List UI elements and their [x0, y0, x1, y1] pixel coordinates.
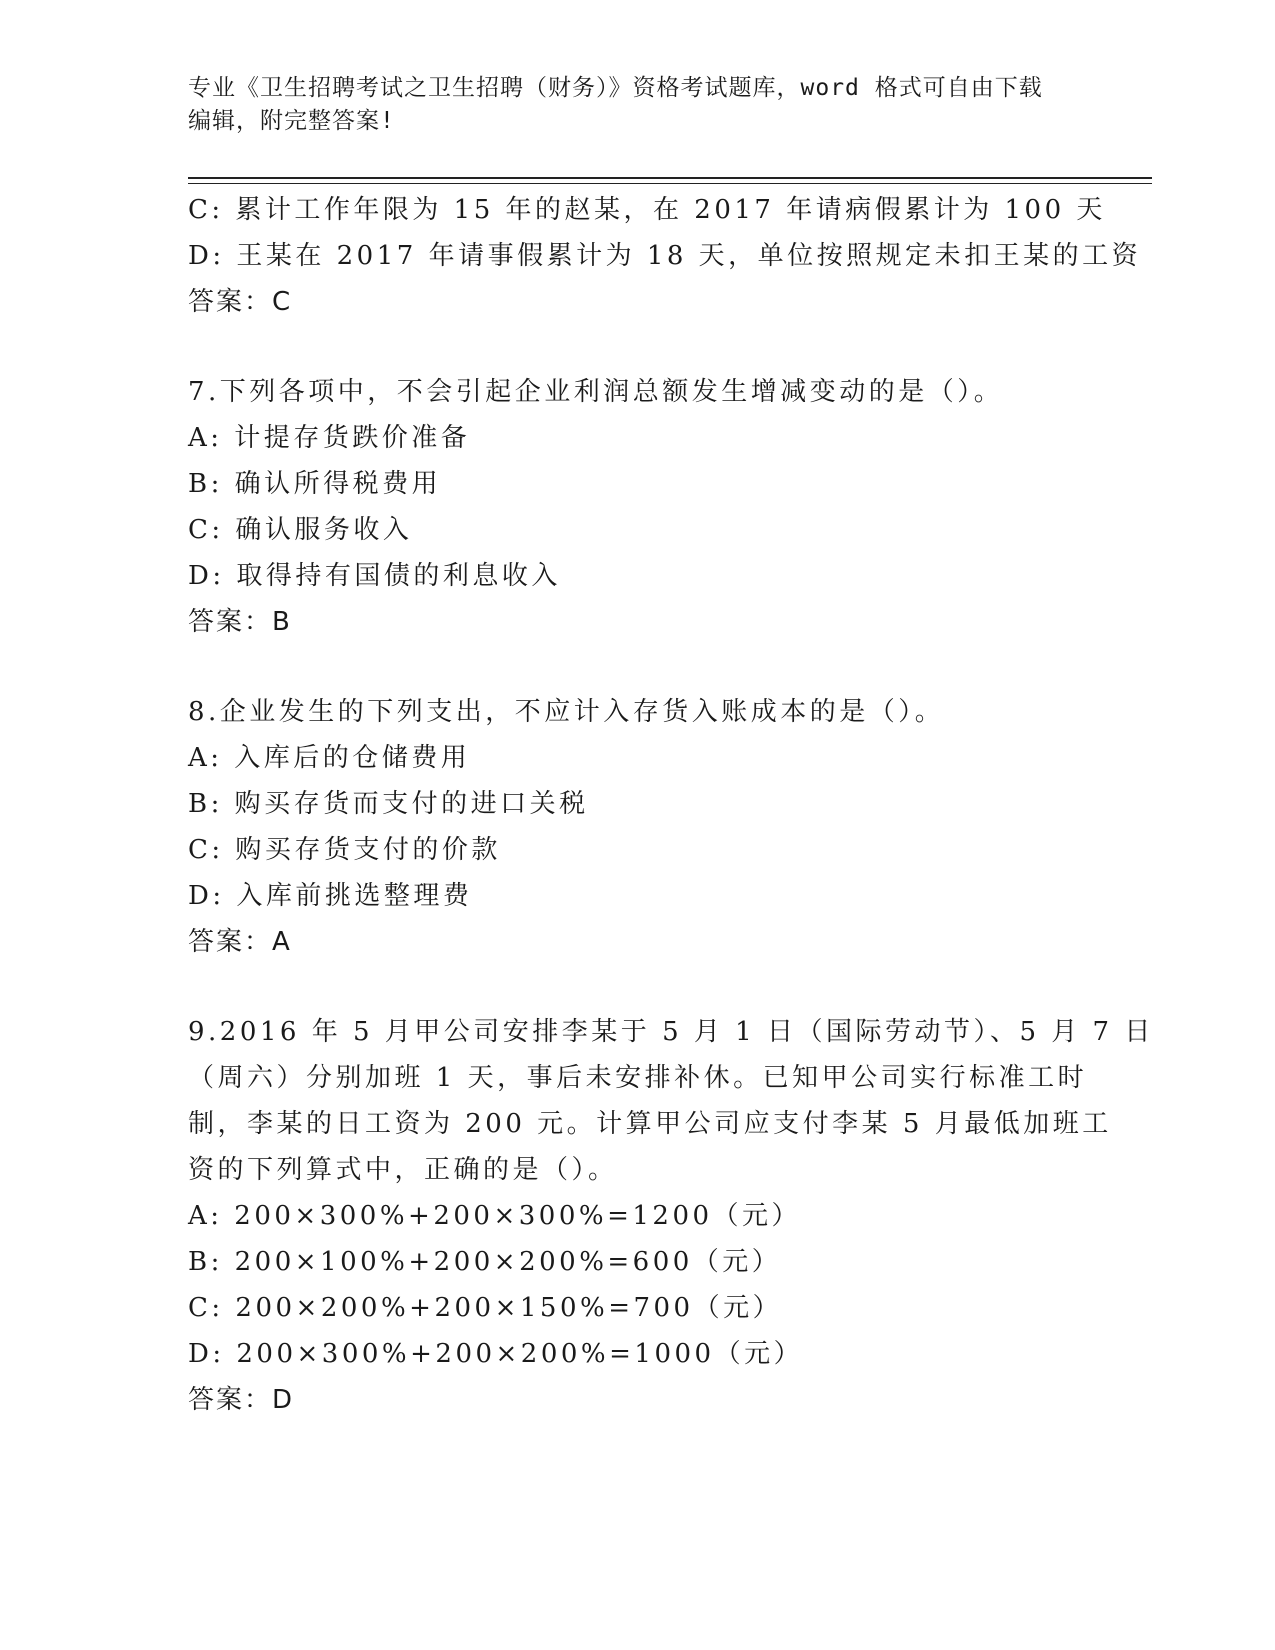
option-c: C: 购买存货支付的价款: [188, 835, 501, 865]
option-b: B: 确认所得税费用: [188, 469, 442, 499]
option-b: B: 购买存货而支付的进口关税: [188, 789, 589, 819]
header-rule-thin: [188, 183, 1152, 184]
question-stem-line-2: （周六）分别加班 1 天，事后未安排补休。已知甲公司实行标准工时: [188, 1063, 1088, 1093]
continued-question: [188, 187, 1142, 325]
spacer: [188, 645, 1068, 689]
question-stem-line-3: 制，李某的日工资为 200 元。计算甲公司应支付李某 5 月最低加班工: [188, 1109, 1112, 1139]
option-c: C: 累计工作年限为 15 年的赵某，在 2017 年请病假累计为 100 天: [188, 195, 1106, 225]
question-9: [188, 1009, 1154, 1423]
answer-line: 答案：C: [188, 287, 293, 317]
option-a: A: 计提存货跌价准备: [188, 423, 471, 453]
question-content: [188, 187, 1154, 1423]
option-d: D: 入库前挑选整理费: [188, 881, 473, 911]
option-c: C: 200×200%+200×150%=700（元）: [188, 1293, 783, 1323]
option-a: A: 入库后的仓储费用: [188, 743, 471, 773]
document-header: [188, 72, 1088, 138]
header-line-1: 专业《卫生招聘考试之卫生招聘（财务）》资格考试题库，word 格式可自由下载: [188, 75, 1043, 101]
question-stem: 7.下列各项中，不会引起企业利润总额发生增减变动的是（）。: [188, 377, 1004, 407]
question-8: [188, 689, 1068, 965]
question-stem: 8.企业发生的下列支出，不应计入存货入账成本的是（）。: [188, 697, 945, 727]
question-stem-line-4: 资的下列算式中，正确的是（）。: [188, 1155, 618, 1185]
option-a: A: 200×300%+200×300%=1200（元）: [188, 1201, 802, 1231]
option-c: C: 确认服务收入: [188, 515, 413, 545]
option-b: B: 200×100%+200×200%=600（元）: [188, 1247, 782, 1277]
spacer: [188, 325, 1068, 369]
option-d: D: 200×300%+200×200%=1000（元）: [188, 1339, 804, 1369]
option-d: D: 王某在 2017 年请事假累计为 18 天，单位按照规定未扣王某的工资: [188, 241, 1142, 271]
header-rule-thick: [188, 177, 1152, 179]
question-stem-line-1: 9.2016 年 5 月甲公司安排李某于 5 月 1 日（国际劳动节）、5 月 7 日: [188, 1017, 1154, 1047]
answer-line: 答案：A: [188, 927, 292, 957]
answer-line: 答案：B: [188, 607, 292, 637]
answer-line: 答案：D: [188, 1385, 295, 1415]
option-d: D: 取得持有国债的利息收入: [188, 561, 561, 591]
spacer: [188, 965, 1068, 1009]
header-line-2: 编辑，附完整答案!: [188, 108, 395, 134]
question-7: [188, 369, 1068, 645]
